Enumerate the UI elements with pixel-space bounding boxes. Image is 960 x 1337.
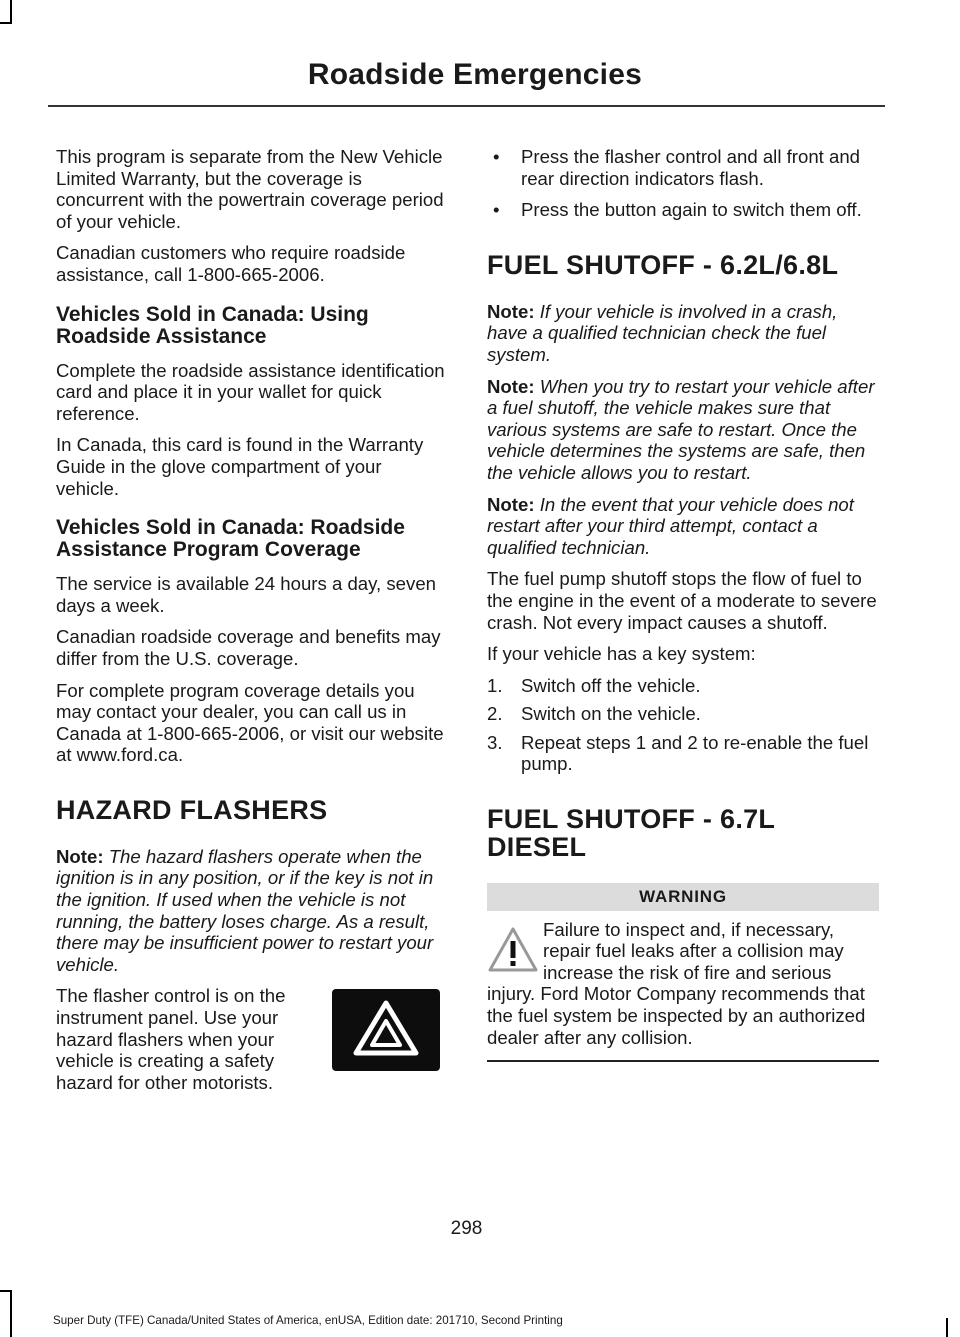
note-label: Note: bbox=[487, 375, 535, 397]
paragraph: The flasher control is on the instrument panel. Use your hazard flashers when your vehicle is creating a safety hazard for other motorists. bbox=[56, 985, 286, 1093]
chapter-heading: HAZARD FLASHERS bbox=[56, 794, 328, 825]
step-number: 3. bbox=[487, 731, 503, 753]
section-heading: Vehicles Sold in Canada: Using Roadside Assistance bbox=[56, 302, 369, 348]
left-column bbox=[56, 146, 448, 1103]
step-number: 1. bbox=[487, 674, 503, 696]
note-text: In the event that your vehicle does not restart after your third attempt, contact a qualified technician. bbox=[487, 493, 854, 558]
page-title: Roadside Emergencies bbox=[307, 58, 642, 91]
paragraph: This program is separate from the New Vehicle Limited Warranty, but the coverage is concurrent with the powertrain coverage period of your vehicle. bbox=[56, 146, 444, 232]
note bbox=[487, 494, 879, 559]
warning-triangle-icon bbox=[487, 925, 539, 975]
warning-box bbox=[487, 883, 879, 1062]
paragraph: Canadian roadside coverage and benefits may differ from the U.S. coverage. bbox=[56, 626, 441, 669]
page-number: 298 bbox=[450, 1218, 483, 1239]
footer-text: Super Duty (TFE) Canada/United States of America, enUSA, Edition date: 201710, Second Printing bbox=[53, 1314, 563, 1327]
chapter-heading: FUEL SHUTOFF - 6.7L DIESEL bbox=[487, 804, 775, 863]
warning-label: WARNING bbox=[487, 883, 879, 911]
step-number: 2. bbox=[487, 703, 503, 725]
paragraph: In Canada, this card is found in the Warranty Guide in the glove compartment of your vehicle. bbox=[56, 434, 424, 499]
warning-text: Failure to inspect and, if necessary, repair fuel leaks after a collision may increase the risk of fire and serious injury. Ford Motor Company recommends that the fuel system be inspected by an authorized dealer after any collision. bbox=[487, 918, 866, 1048]
header-divider bbox=[48, 105, 885, 107]
paragraph: The service is available 24 hours a day, seven days a week. bbox=[56, 573, 437, 616]
list-item: • Press the button again to switch them off. bbox=[487, 199, 879, 221]
bullet-list bbox=[487, 146, 879, 221]
paragraph: For complete program coverage details you may contact your dealer, you can call us in Canada at 1-800-665-2006, or visit our website at www.ford.ca. bbox=[56, 679, 444, 766]
paragraph: Canadian customers who require roadside assistance, call 1-800-665-2006. bbox=[56, 242, 406, 285]
step-list bbox=[487, 675, 879, 775]
step-text: Switch off the vehicle. bbox=[521, 674, 701, 696]
list-item bbox=[487, 675, 879, 697]
chapter-heading: FUEL SHUTOFF - 6.2L/6.8L bbox=[487, 249, 839, 280]
right-column bbox=[487, 146, 879, 1062]
crop-mark bbox=[10, 1290, 12, 1337]
note bbox=[487, 376, 879, 484]
step-text: Repeat steps 1 and 2 to re-enable the fuel pump. bbox=[521, 731, 869, 775]
step-text: Switch on the vehicle. bbox=[521, 703, 701, 725]
crop-mark bbox=[0, 22, 12, 24]
section-heading: Vehicles Sold in Canada: Roadside Assistance Program Coverage bbox=[56, 516, 405, 562]
note-label: Note: bbox=[487, 493, 535, 515]
list-item bbox=[487, 732, 879, 775]
crop-mark bbox=[946, 1318, 948, 1337]
note-label: Note: bbox=[56, 845, 104, 867]
note-text: If your vehicle is involved in a crash, have a qualified technician check the fuel system. bbox=[487, 300, 838, 365]
note-label: Note: bbox=[487, 300, 535, 322]
list-item: • Press the flasher control and all front and rear direction indicators flash. bbox=[487, 146, 879, 189]
note-text: When you try to restart your vehicle after a fuel shutoff, the vehicle makes sure that various systems are safe to restart. Once the vehicle determines the systems are safe, then the vehicle allows you to restart. bbox=[487, 375, 875, 483]
crop-mark bbox=[0, 1290, 12, 1292]
note bbox=[487, 301, 879, 366]
paragraph: If your vehicle has a key system: bbox=[487, 643, 756, 665]
list-item bbox=[487, 703, 879, 725]
hazard-warning-icon bbox=[332, 989, 440, 1071]
paragraph: The fuel pump shutoff stops the flow of fuel to the engine in the event of a moderate to severe crash. Not every impact causes a shutoff. bbox=[487, 568, 877, 633]
crop-mark bbox=[10, 0, 12, 24]
paragraph: Complete the roadside assistance identification card and place it in your wallet for quick reference. bbox=[56, 359, 445, 424]
note bbox=[56, 846, 448, 976]
note-text: The hazard flashers operate when the ignition is in any position, or if the key is not in the ignition. If used when the vehicle is not running, the battery loses charge. As a result, there may be insufficient power to restart your vehicle. bbox=[56, 845, 434, 975]
